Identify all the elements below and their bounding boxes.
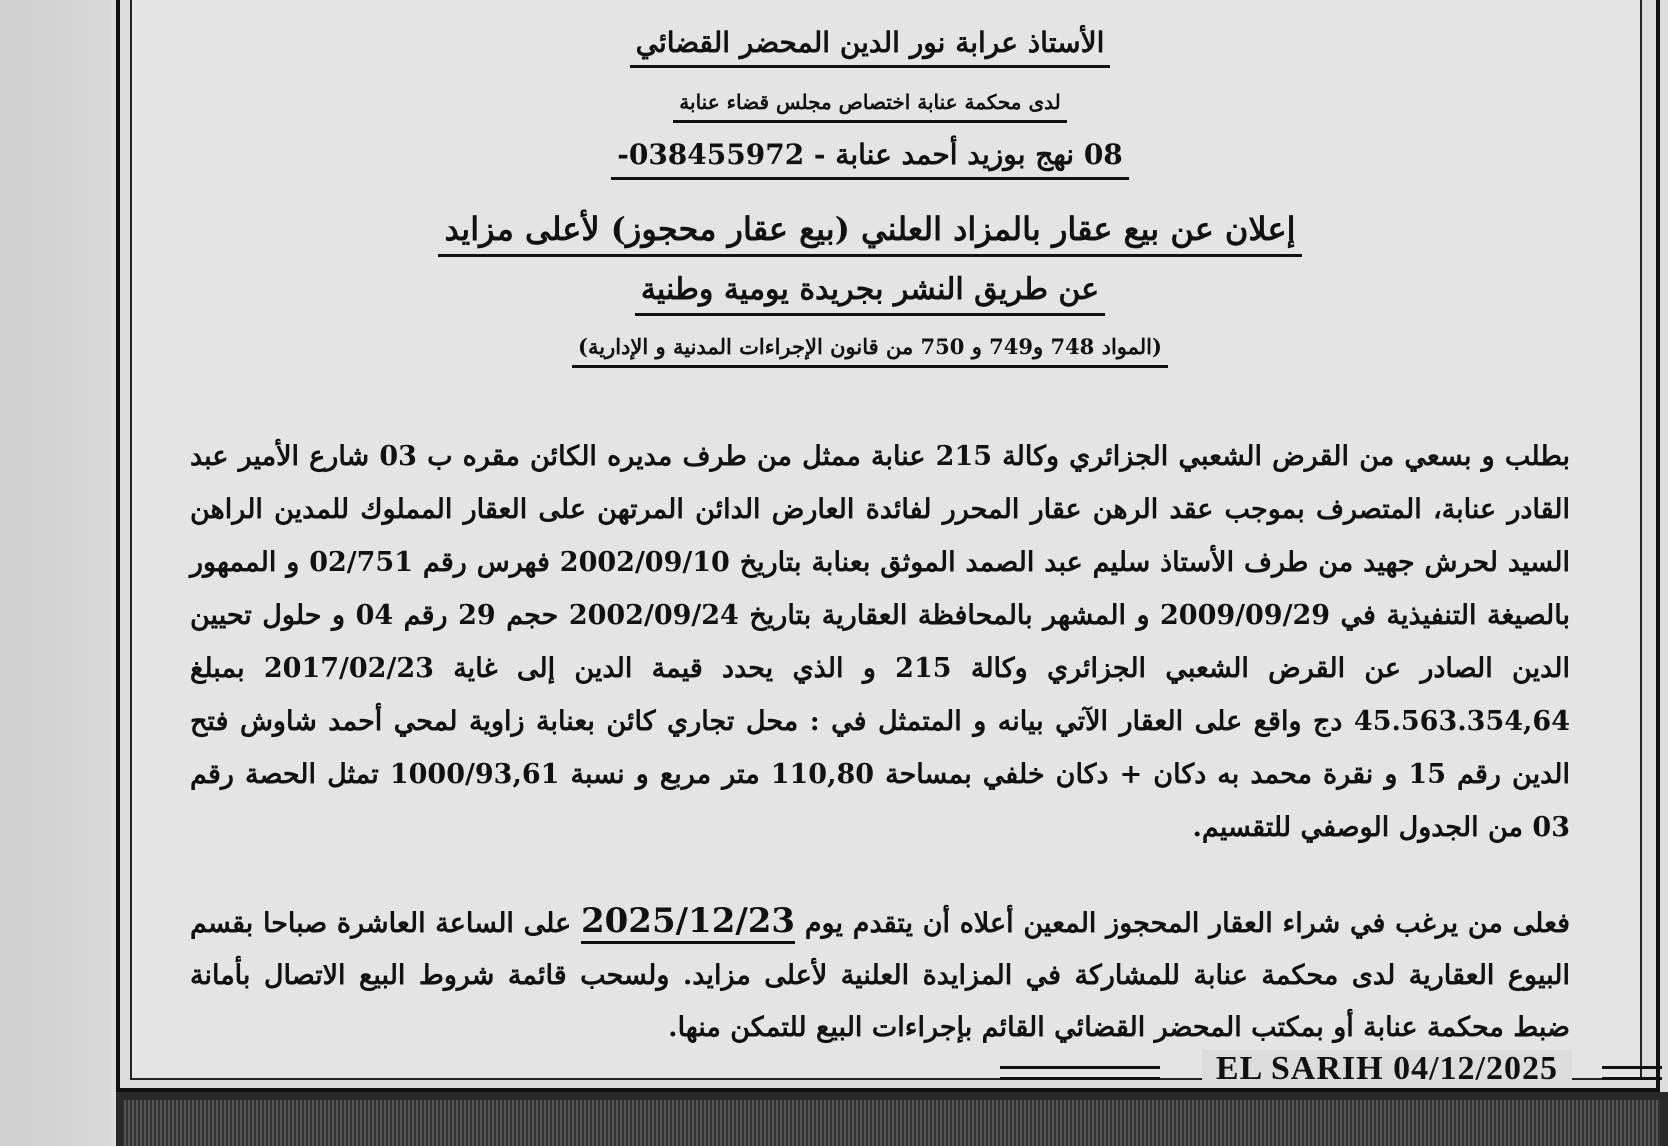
footer-rule-left xyxy=(1000,1066,1160,1080)
address-phone: 08 نهج بوزيد أحمد عنابة - 038455972- xyxy=(300,138,1440,180)
articles-line: (المواد 748 و749 و 750 من قانون الإجراءات المدنية و الإدارية) xyxy=(300,334,1440,368)
office-title: الأستاذ عرابة نور الدين المحضر القضائي xyxy=(300,26,1440,68)
publication-line: عن طريق النشر بجريدة يومية وطنية xyxy=(300,272,1440,316)
court-line: لدى محكمة عنابة اختصاص مجلس قضاء عنابة xyxy=(300,90,1440,123)
page-margin xyxy=(0,0,110,1146)
paragraph-sale-notice xyxy=(190,895,1570,1054)
sale-date: 2025/12/23 xyxy=(581,901,795,944)
paragraph-request: بطلب و بسعي من القرض الشعبي الجزائري وكالة 215 عنابة ممثل من طرف مديره الكائن مقره ب 03 شارع الأمير عبد القادر عنابة، المتصرف بموجب عقد الرهن عقار المحرر لفائدة العارض الدائن المرتهن على العقار المملوك للمدين الراهن السيد لحرش جهيد من طرف الأستاذ سليم عبد الصمد الموثق بعنابة بتاريخ 2002/09/10 فهرس رقم 02/751 و الممهور بالصيغة التنفيذية في 2009/09/29 و المشهر بالمحافظة العقارية بتاريخ 2002/09/24 حجم 29 رقم 04 و حلول تحيين الدين الصادر عن القرض الشعبي الجزائري وكالة 215 و الذي يحدد قيمة الدين إلى غاية 2017/02/23 بمبلغ 45.563.354,64 دج واقع على العقار الآتي بيانه و المتمثل في : محل تجاري كائن بعنابة زاوية لمحي أحمد شاوش فتح الدين رقم 15 و نقرة محمد به دكان + دكان خلفي بمساحة 110,80 متر مربع و نسبة 1000/93,61 تمثل الحصة رقم 03 من الجدول الوصفي للتقسيم. xyxy=(190,441,1571,843)
sale-text-after: على الساعة العاشرة صباحا بقسم البيوع العقارية لدى محكمة عنابة للمشاركة في المزايدة العلنية لأعلى مزايد. ولسحب قائمة شروط البيع الاتصال بأمانة ضبط محكمة عنابة أو بمكتب المحضر القضائي القائم بإجراءات البيع للتمكن منها. xyxy=(190,908,1570,1043)
next-ad-border xyxy=(116,1092,1668,1146)
sale-text-before: فعلى من يرغب في شراء العقار المحجوز المعين أعلاه أن يتقدم يوم xyxy=(804,908,1571,939)
announcement-title: إعلان عن بيع عقار بالمزاد العلني (بيع عقار محجوز) لأعلى مزايد xyxy=(300,210,1440,257)
newspaper-footer: EL SARIH 04/12/2025 xyxy=(1202,1050,1572,1088)
announcement-body xyxy=(190,430,1570,854)
footer-rule-right xyxy=(1602,1066,1662,1080)
